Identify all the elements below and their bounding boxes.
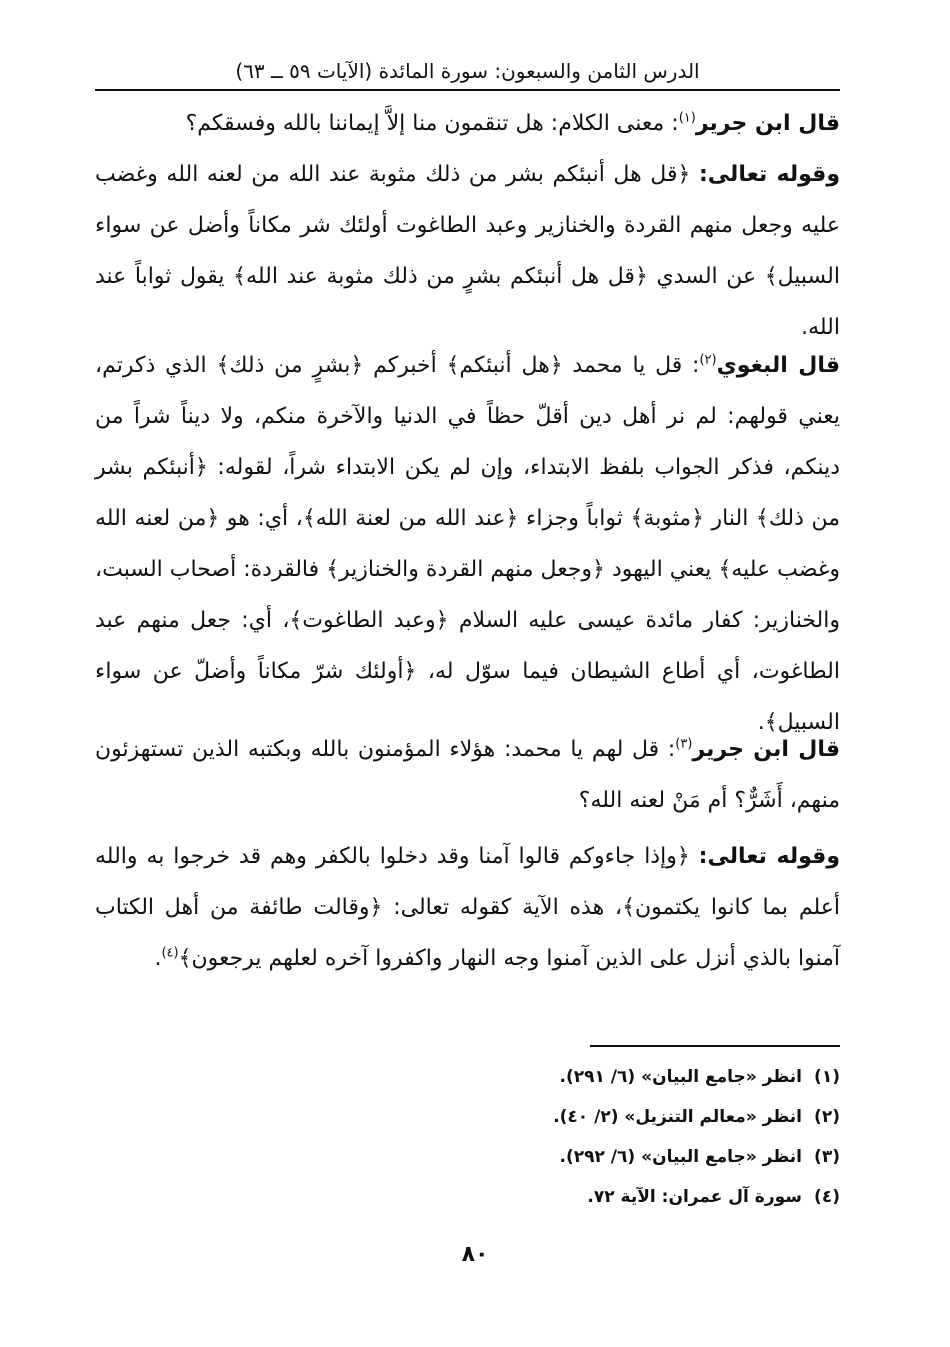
footnote-text: انظر «جامع البيان» (٦/ ٢٩٢). (559, 1147, 802, 1167)
paragraph-text: ﴿قل هل أنبئكم بشر من ذلك مثوبة عند الله من لعنه الله وغضب عليه وجعل منهم القردة والخنازير وعبد الطاغوت أولئك شر مكاناً وأضل عن سواء السبيل﴾ عن السدي ﴿قل هل أنبئكم بشرٍ من ذلك مثوبة عند الله﴾ يقول ثواباً عند الله. (95, 162, 840, 340)
paragraph-lead: قال ابن جرير (692, 737, 840, 762)
footnote-item (395, 1177, 840, 1217)
footnote-ref-2: (٢) (699, 352, 717, 368)
paragraph-text: : قل يا محمد ﴿هل أنبئكم﴾ أخبركم ﴿بشرٍ من ذلك﴾ الذي ذكرتم، يعني قولهم: لم نر أهل دين أقلّ حظاً في الدنيا والآخرة منكم، ولا ديناً شراً من دينكم، فذكر الجواب بلفظ الابتداء، وإن لم يكن الابتداء شراً، لقوله: ﴿أنبئكم بشر من ذلك﴾ النار ﴿مثوبة﴾ ثواباً وجزاء ﴿عند الله من لعنة الله﴾، أي: هو ﴿من لعنه الله وغضب عليه﴾ يعني اليهود ﴿وجعل منهم القردة والخنازير﴾ فالقردة: أصحاب السبت، والخنازير: كفار مائدة عيسى عليه السلام ﴿وعبد الطاغوت﴾، أي: جعل منهم عبد الطاغوت، أي أطاع الشيطان فيما سوّل له، ﴿أولئك شرّ مكاناً وأضلّ عن سواء السبيل﴾. (95, 353, 840, 735)
footnote-ref-4: (٤) (161, 945, 179, 961)
footnote-item (395, 1097, 840, 1137)
paragraph-ibn-jarir-2 (95, 724, 840, 826)
paragraph-lead: قال ابن جرير (695, 111, 840, 136)
paragraph-al-baghawi (95, 340, 840, 748)
footnote-item (395, 1057, 840, 1097)
paragraph-text: : قل لهم يا محمد: هؤلاء المؤمنون بالله وبكتبه الذين تستهزئون منهم، أَشَرٌّ؟ أم مَنْ لعنه الله؟ (95, 737, 840, 813)
paragraph-lead: وقوله تعالى: (698, 844, 840, 869)
paragraph-ibn-jarir-1 (95, 98, 840, 149)
paragraph-tail: . (154, 946, 162, 971)
footnotes-list (395, 1057, 840, 1217)
footnote-number: (٢) (814, 1107, 840, 1127)
footnote-rule (590, 1045, 840, 1047)
paragraph-text: : معنى الكلام: هل تنقمون منا إلاَّ إيماننا بالله وفسقكم؟ (185, 111, 679, 136)
footnote-text: انظر «معالم التنزيل» (٢/ ٤٠). (553, 1107, 802, 1127)
paragraph-verse-61 (95, 831, 840, 984)
header-rule (95, 89, 840, 91)
page-number: ٨٠ (461, 1242, 489, 1267)
running-header: الدرس الثامن والسبعون: سورة المائدة (الآيات ٥٩ ــ ٦٣) (235, 59, 700, 83)
footnote-ref-3: (٣) (675, 736, 693, 752)
footnote-ref-1: (١) (678, 110, 696, 126)
footnote-text: سورة آل عمران: الآية ٧٢. (587, 1187, 802, 1207)
paragraph-text: ﴿وإذا جاءوكم قالوا آمنا وقد دخلوا بالكفر وهم قد خرجوا به والله أعلم بما كانوا يكتمون﴾، هذه الآية كقوله تعالى: ﴿وقالت طائفة من أهل الكتاب آمنوا بالذي أنزل على الذين آمنوا وجه النهار واكفروا آخره لعلهم يرجعون﴾ (95, 844, 840, 971)
paragraph-verse-60 (95, 149, 840, 353)
footnote-text: انظر «جامع البيان» (٦/ ٢٩١). (559, 1067, 802, 1087)
footnote-number: (١) (814, 1067, 840, 1087)
footnote-number: (٤) (814, 1187, 840, 1207)
paragraph-lead: وقوله تعالى: (699, 162, 841, 187)
paragraph-lead: قال البغوي (716, 353, 840, 378)
footnote-number: (٣) (814, 1147, 840, 1167)
footnote-item (395, 1137, 840, 1177)
